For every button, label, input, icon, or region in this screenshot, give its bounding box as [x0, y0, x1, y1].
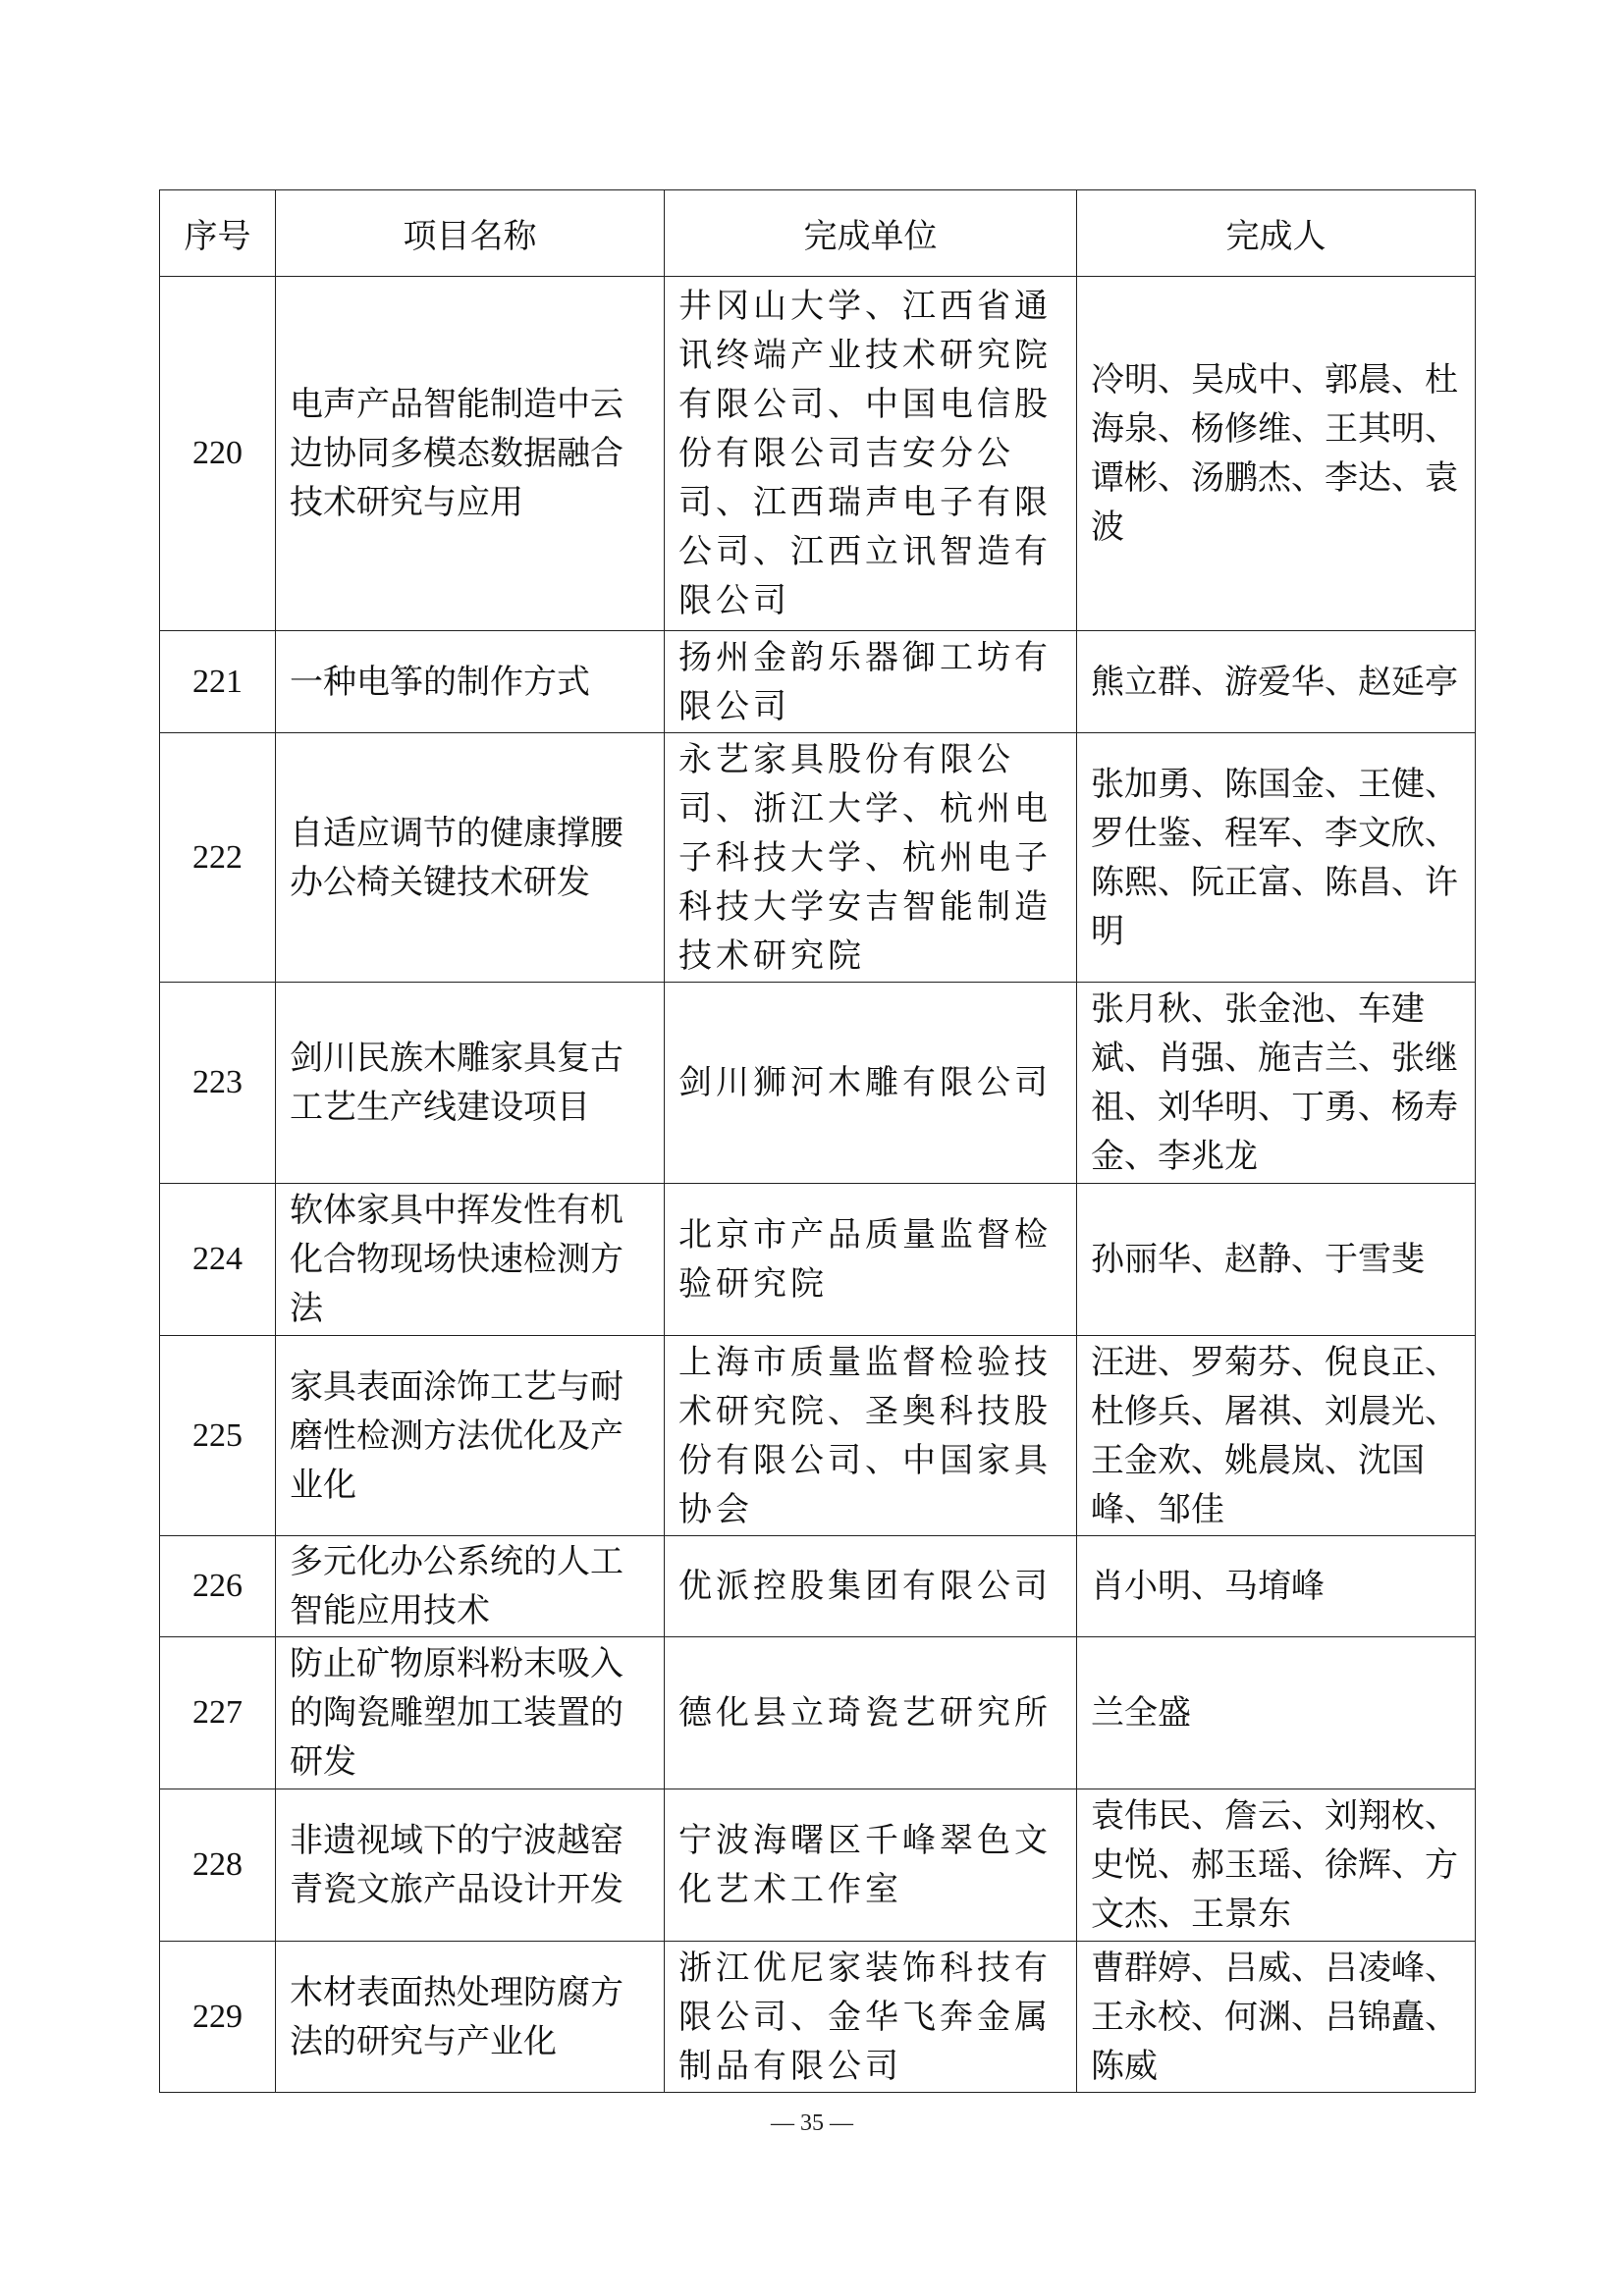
table-row: [160, 983, 1476, 1184]
row-people: 曹群婷、吕威、吕凌峰、王永校、何渊、吕锦矗、陈威: [1077, 1942, 1476, 2093]
row-unit: 上海市质量监督检验技术研究院、圣奥科技股份有限公司、中国家具协会: [665, 1336, 1077, 1536]
header-people: 完成人: [1077, 190, 1476, 277]
row-project-name: 防止矿物原料粉末吸入的陶瓷雕塑加工装置的研发: [276, 1637, 665, 1789]
row-seq: 221: [160, 631, 276, 733]
table-row: [160, 1536, 1476, 1637]
row-people: 孙丽华、赵静、于雪斐: [1077, 1184, 1476, 1336]
row-unit: 剑川狮河木雕有限公司: [665, 983, 1077, 1184]
row-unit: 优派控股集团有限公司: [665, 1536, 1077, 1637]
row-people: 张月秋、张金池、车建斌、肖强、施吉兰、张继祖、刘华明、丁勇、杨寿金、李兆龙: [1077, 983, 1476, 1184]
row-unit: 浙江优尼家装饰科技有限公司、金华飞奔金属制品有限公司: [665, 1942, 1077, 2093]
row-people: 熊立群、游爱华、赵延亭: [1077, 631, 1476, 733]
row-people: 肖小明、马堉峰: [1077, 1536, 1476, 1637]
row-people: 汪进、罗菊芬、倪良正、杜修兵、屠祺、刘晨光、王金欢、姚晨岚、沈国峰、邹佳: [1077, 1336, 1476, 1536]
row-project-name: 软体家具中挥发性有机化合物现场快速检测方法: [276, 1184, 665, 1336]
table-row: [160, 1184, 1476, 1336]
row-unit: 宁波海曙区千峰翠色文化艺术工作室: [665, 1789, 1077, 1942]
table-row: [160, 277, 1476, 631]
table-row: [160, 631, 1476, 733]
row-project-name: 多元化办公系统的人工智能应用技术: [276, 1536, 665, 1637]
row-project-name: 一种电筝的制作方式: [276, 631, 665, 733]
table-row: [160, 1336, 1476, 1536]
row-people: 袁伟民、詹云、刘翔枚、史悦、郝玉瑶、徐辉、方文杰、王景东: [1077, 1789, 1476, 1942]
row-unit: 德化县立琦瓷艺研究所: [665, 1637, 1077, 1789]
row-seq: 224: [160, 1184, 276, 1336]
table-row: [160, 1942, 1476, 2093]
table-row: [160, 1637, 1476, 1789]
row-project-name: 电声产品智能制造中云边协同多模态数据融合技术研究与应用: [276, 277, 665, 631]
row-seq: 225: [160, 1336, 276, 1536]
header-row: [160, 190, 1476, 277]
row-people: 冷明、吴成中、郭晨、杜海泉、杨修维、王其明、谭彬、汤鹏杰、李达、袁波: [1077, 277, 1476, 631]
table-row: [160, 1789, 1476, 1942]
row-seq: 228: [160, 1789, 276, 1942]
row-seq: 226: [160, 1536, 276, 1637]
row-project-name: 木材表面热处理防腐方法的研究与产业化: [276, 1942, 665, 2093]
row-project-name: 自适应调节的健康撑腰办公椅关键技术研发: [276, 733, 665, 983]
award-table: [159, 189, 1476, 2093]
row-unit: 扬州金韵乐器御工坊有限公司: [665, 631, 1077, 733]
row-project-name: 家具表面涂饰工艺与耐磨性检测方法优化及产业化: [276, 1336, 665, 1536]
row-seq: 229: [160, 1942, 276, 2093]
row-project-name: 剑川民族木雕家具复古工艺生产线建设项目: [276, 983, 665, 1184]
row-unit: 井冈山大学、江西省通讯终端产业技术研究院有限公司、中国电信股份有限公司吉安分公司、江西瑞声电子有限公司、江西立讯智造有限公司: [665, 277, 1077, 631]
row-seq: 227: [160, 1637, 276, 1789]
header-project-name: 项目名称: [276, 190, 665, 277]
row-people: 张加勇、陈国金、王健、罗仕鉴、程军、李文欣、陈熙、阮正富、陈昌、许明: [1077, 733, 1476, 983]
row-people: 兰全盛: [1077, 1637, 1476, 1789]
row-unit: 永艺家具股份有限公司、浙江大学、杭州电子科技大学、杭州电子科技大学安吉智能制造技术研究院: [665, 733, 1077, 983]
header-seq: 序号: [160, 190, 276, 277]
row-seq: 223: [160, 983, 276, 1184]
row-project-name: 非遗视域下的宁波越窑青瓷文旅产品设计开发: [276, 1789, 665, 1942]
row-seq: 222: [160, 733, 276, 983]
row-seq: 220: [160, 277, 276, 631]
page-number: — 35 —: [771, 2110, 853, 2136]
table-row: [160, 733, 1476, 983]
row-unit: 北京市产品质量监督检验研究院: [665, 1184, 1077, 1336]
header-unit: 完成单位: [665, 190, 1077, 277]
